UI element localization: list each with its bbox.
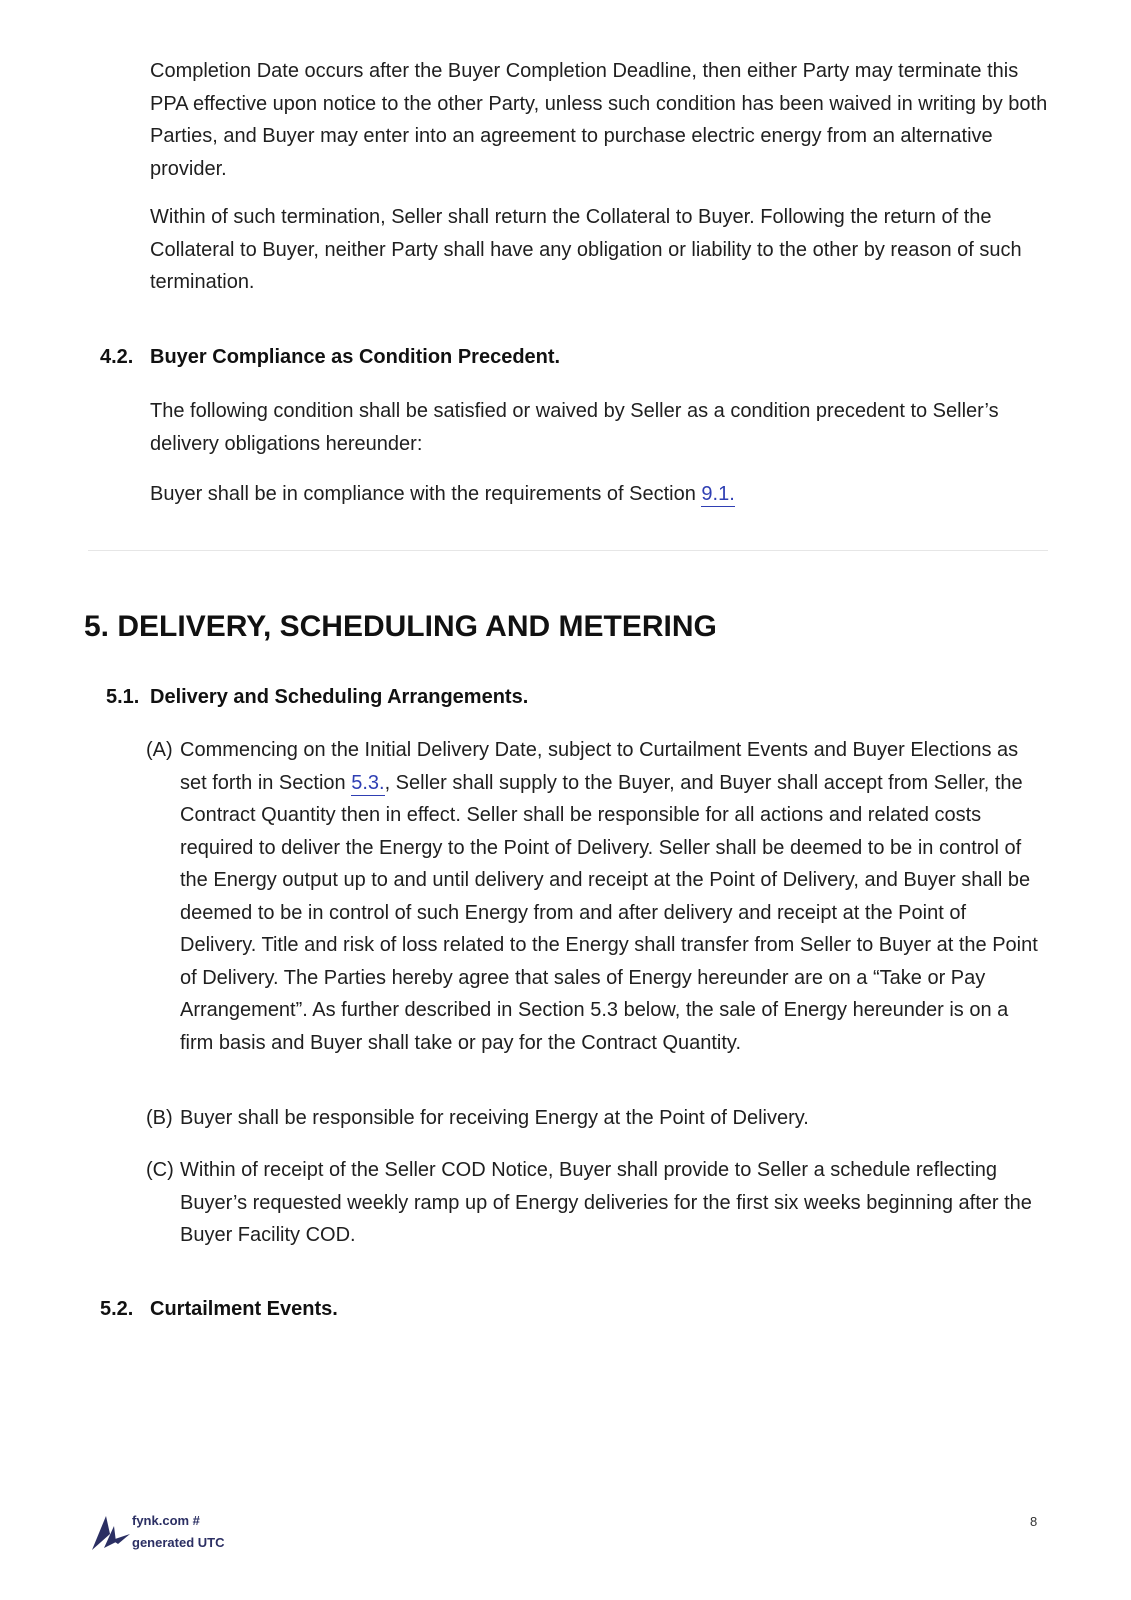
- section-5-2-title: Curtailment Events.: [150, 1298, 338, 1320]
- section-4-2-paragraph-1: The following condition shall be satisfied or waived by Seller as a condition precedent to Seller’s delivery obligations hereunder:: [150, 400, 999, 455]
- list-item-a: [146, 734, 1041, 1059]
- section-4-2-heading: [100, 342, 560, 372]
- footer-line-1: fynk.com #: [132, 1513, 200, 1528]
- section-5-3-link[interactable]: 5.3.: [351, 771, 385, 794]
- list-item-b: [146, 1102, 1041, 1135]
- section-4-2-title: Buyer Compliance as Condition Precedent.: [150, 346, 561, 368]
- list-item-a-text-prefix: Commencing on the Initial Delivery Date, subject to Curtailment Events and Buyer Elections as set forth in Section: [180, 739, 1019, 794]
- page-number: 8: [1030, 1514, 1038, 1529]
- section-divider: [88, 550, 1048, 551]
- section-4-2-number: 4.2.: [100, 346, 134, 368]
- footer-line-2: generated UTC: [132, 1535, 225, 1550]
- section-4-2-paragraph-2-text: Buyer shall be in compliance with the requirements of Section: [150, 483, 702, 505]
- section-5-heading: 5. DELIVERY, SCHEDULING AND METERING: [84, 610, 717, 643]
- section-5-2-heading: [100, 1294, 338, 1324]
- footer-text: [132, 1510, 224, 1554]
- list-item-a-text-suffix: , Seller shall supply to the Buyer, and Buyer shall accept from Seller, the Contract Quantity then in effect. Seller shall be responsible for all actions and related costs required to deliver the Energy to the Point of Delivery. Seller shall be deemed to be in control of the Energy output up to and until delivery and receipt at the Point of Delivery, and Buyer shall be deemed to be in control of such Energy from and after delivery and receipt at the Point of Delivery. Title and risk of loss related to the Energy shall transfer from Seller to Buyer at the Point of Delivery. The Parties hereby agree that sales of Energy hereunder are on a “Take or Pay Arrangement”. As further described in Section 5.3 below, the sale of Energy hereunder is on a firm basis and Buyer shall take or pay for the Contract Quantity.: [180, 771, 1038, 1054]
- section-5-1-heading: [106, 682, 528, 712]
- section-5-2-number: 5.2.: [100, 1298, 134, 1320]
- section-5-1-title: Delivery and Scheduling Arrangements.: [150, 686, 529, 708]
- section-9-1-link[interactable]: 9.1.: [701, 483, 735, 505]
- list-item-b-text: Buyer shall be responsible for receiving Energy at the Point of Delivery.: [180, 1107, 809, 1129]
- fynk-bird-logo-icon: [90, 1512, 136, 1552]
- list-item-a-label: (A): [146, 739, 173, 761]
- list-item-c-label: (C): [146, 1159, 174, 1181]
- intro-paragraph-2: Within of such termination, Seller shall return the Collateral to Buyer. Following the return of the Collateral to Buyer, neither Party shall have any obligation or liability to the other by reason of such termination.: [150, 206, 1022, 293]
- list-item-c: [146, 1154, 1041, 1252]
- intro-paragraph-1: Completion Date occurs after the Buyer Completion Deadline, then either Party may terminate this PPA effective upon notice to the other Party, unless such condition has been waived in writing by both Parties, and Buyer may enter into an agreement to purchase electric energy from an alternative provider.: [150, 60, 1048, 180]
- section-4-2-paragraph-2: [150, 478, 1050, 511]
- list-item-c-text: Within of receipt of the Seller COD Notice, Buyer shall provide to Seller a schedule reflecting Buyer’s requested weekly ramp up of Energy deliveries for the first six weeks beginning after the Buyer Facility COD.: [180, 1159, 1032, 1246]
- section-5-1-number: 5.1.: [106, 686, 140, 708]
- list-item-b-label: (B): [146, 1107, 173, 1129]
